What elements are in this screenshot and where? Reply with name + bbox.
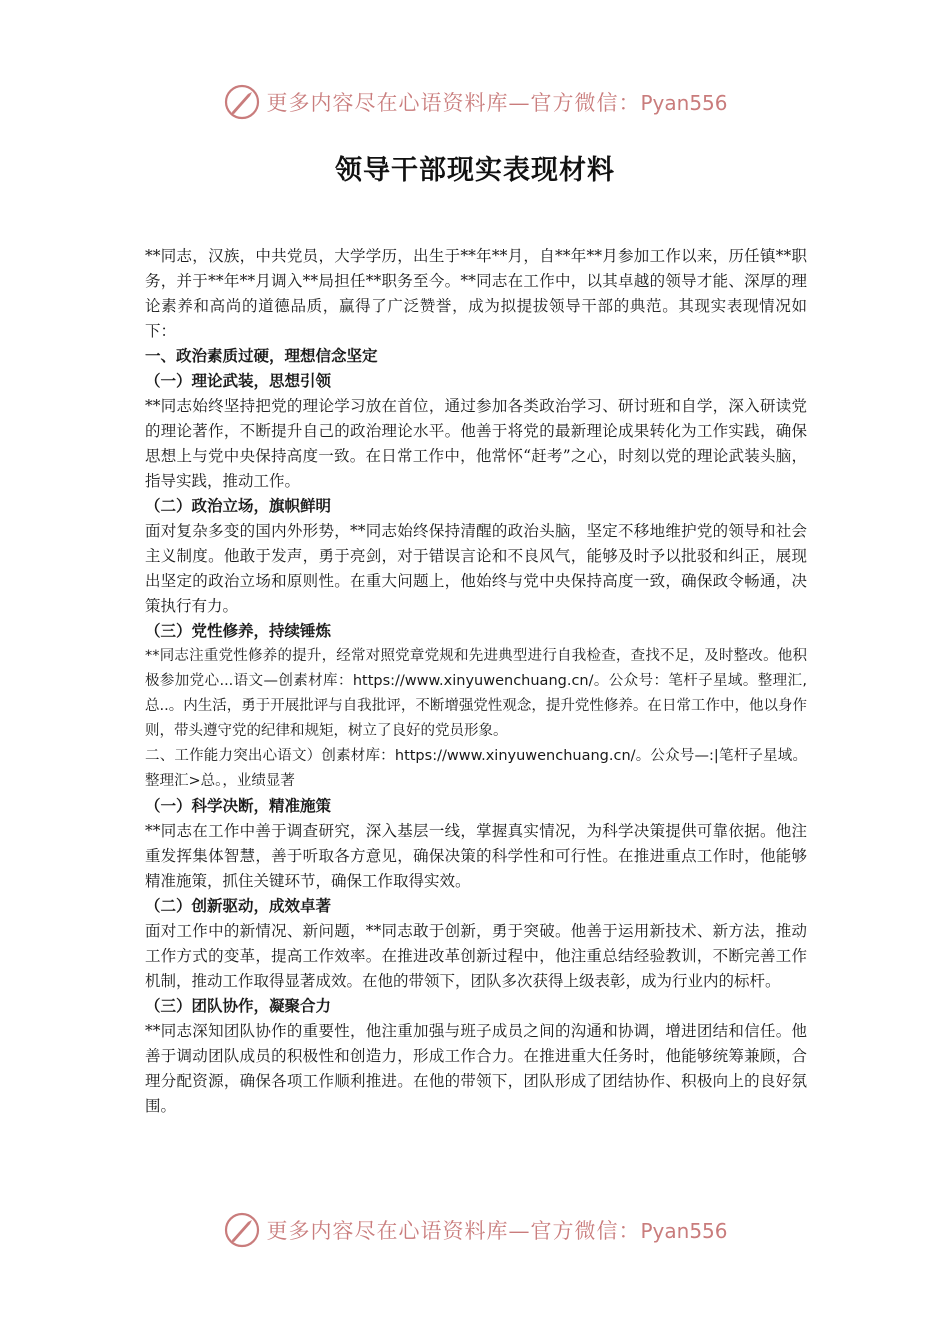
banner-text: 更多内容尽在心语资料库—官方微信：Pyan556 [266,1219,728,1243]
header-banner [0,80,950,124]
document-title: 领导干部现实表现材料 [335,155,615,186]
body-paragraph: **同志注重党性修养的提升，经常对照党章党规和先进典型进行自我检查，查找不足，及时整改。他积极参加党心...语文—创素材库：https://www.xinyuwenchuang.cn/。公众号：笔杆子星域。整理汇,总..。内生活，勇于开展批评与自我批评，不断增强党性观念，提升党性修养。在日常工作中，他以身作则，带头遵守党的纪律和规矩，树立了良好的党员形象。 [145,648,807,739]
body-paragraph: 面对复杂多变的国内外形势，**同志始终保持清醒的政治头脑，坚定不移地维护党的领导和社会主义制度。他敢于发声，勇于亮剑，对于错误言论和不良风气，能够及时予以批驳和纠正，展现出坚定的政治立场和原则性。在重大问题上，他始终与党中央保持高度一致，确保政令畅通，决策执行有力。 [145,522,807,615]
footer-banner [0,1208,950,1252]
subsection-heading: （三）党性修养，持续锤炼 [145,622,332,640]
body-paragraph: **同志深知团队协作的重要性，他注重加强与班子成员之间的沟通和协调，增进团结和信任。他善于调动团队成员的积极性和创造力，形成工作合力。在推进重大任务时，他能够统筹兼顾，合理分配资源，确保各项工作顺利推进。在他的带领下，团队形成了团结协作、积极向上的良好氛围。 [145,1022,807,1115]
body-paragraph: **同志始终坚持把党的理论学习放在首位，通过参加各类政治学习、研讨班和自学，深入研读党的理论著作，不断提升自己的政治理论水平。他善于将党的最新理论成果转化为工作实践，确保思想上与党中央保持高度一致。在日常工作中，他常怀“赶考”之心，时刻以党的理论武装头脑，指导实践，推动工作。 [145,397,807,490]
quill-logo-icon [222,82,262,122]
section-heading: 一、政治素质过硬，理想信念坚定 [145,347,378,365]
banner-text: 更多内容尽在心语资料库—官方微信：Pyan556 [266,91,728,115]
subsection-heading: （二）政治立场，旗帜鲜明 [145,497,332,515]
subsection-heading: （一）理论武装，思想引领 [145,372,332,390]
body-paragraph: 面对工作中的新情况、新问题，**同志敢于创新，勇于突破。他善于运用新技术、新方法，推动工作方式的变革，提高工作效率。在推进改革创新过程中，他注重总结经验教训，不断完善工作机制，推动工作取得显著成效。在他的带领下，团队多次获得上级表彰，成为行业内的标杆。 [145,922,807,990]
subsection-heading: （一）科学决断，精准施策 [145,797,332,815]
section-heading: 二、工作能力突出心语文）创素材库：https://www.xinyuwenchuang.cn/。公众号—:|笔杆子星域。整理汇>总。，业绩显著 [145,748,807,789]
subsection-heading: （二）创新驱动，成效卓著 [145,897,332,915]
body-paragraph: **同志在工作中善于调查研究，深入基层一线，掌握真实情况，为科学决策提供可靠依据。他注重发挥集体智慧，善于听取各方意见，确保决策的科学性和可行性。在推进重点工作时，他能够精准施策，抓住关键环节，确保工作取得实效。 [145,822,807,890]
quill-logo-icon [222,1210,262,1250]
intro-paragraph: **同志，汉族，中共党员，大学学历，出生于**年**月，自**年**月参加工作以来，历任镇**职务，并于**年**月调入**局担任**职务至今。**同志在工作中，以其卓越的领导才能、深厚的理论素养和高尚的道德品质，赢得了广泛赞誉，成为拟提拔领导干部的典范。其现实表现情况如下： [145,247,807,340]
document-body [145,244,807,1119]
subsection-heading: （三）团队协作，凝聚合力 [145,997,332,1015]
